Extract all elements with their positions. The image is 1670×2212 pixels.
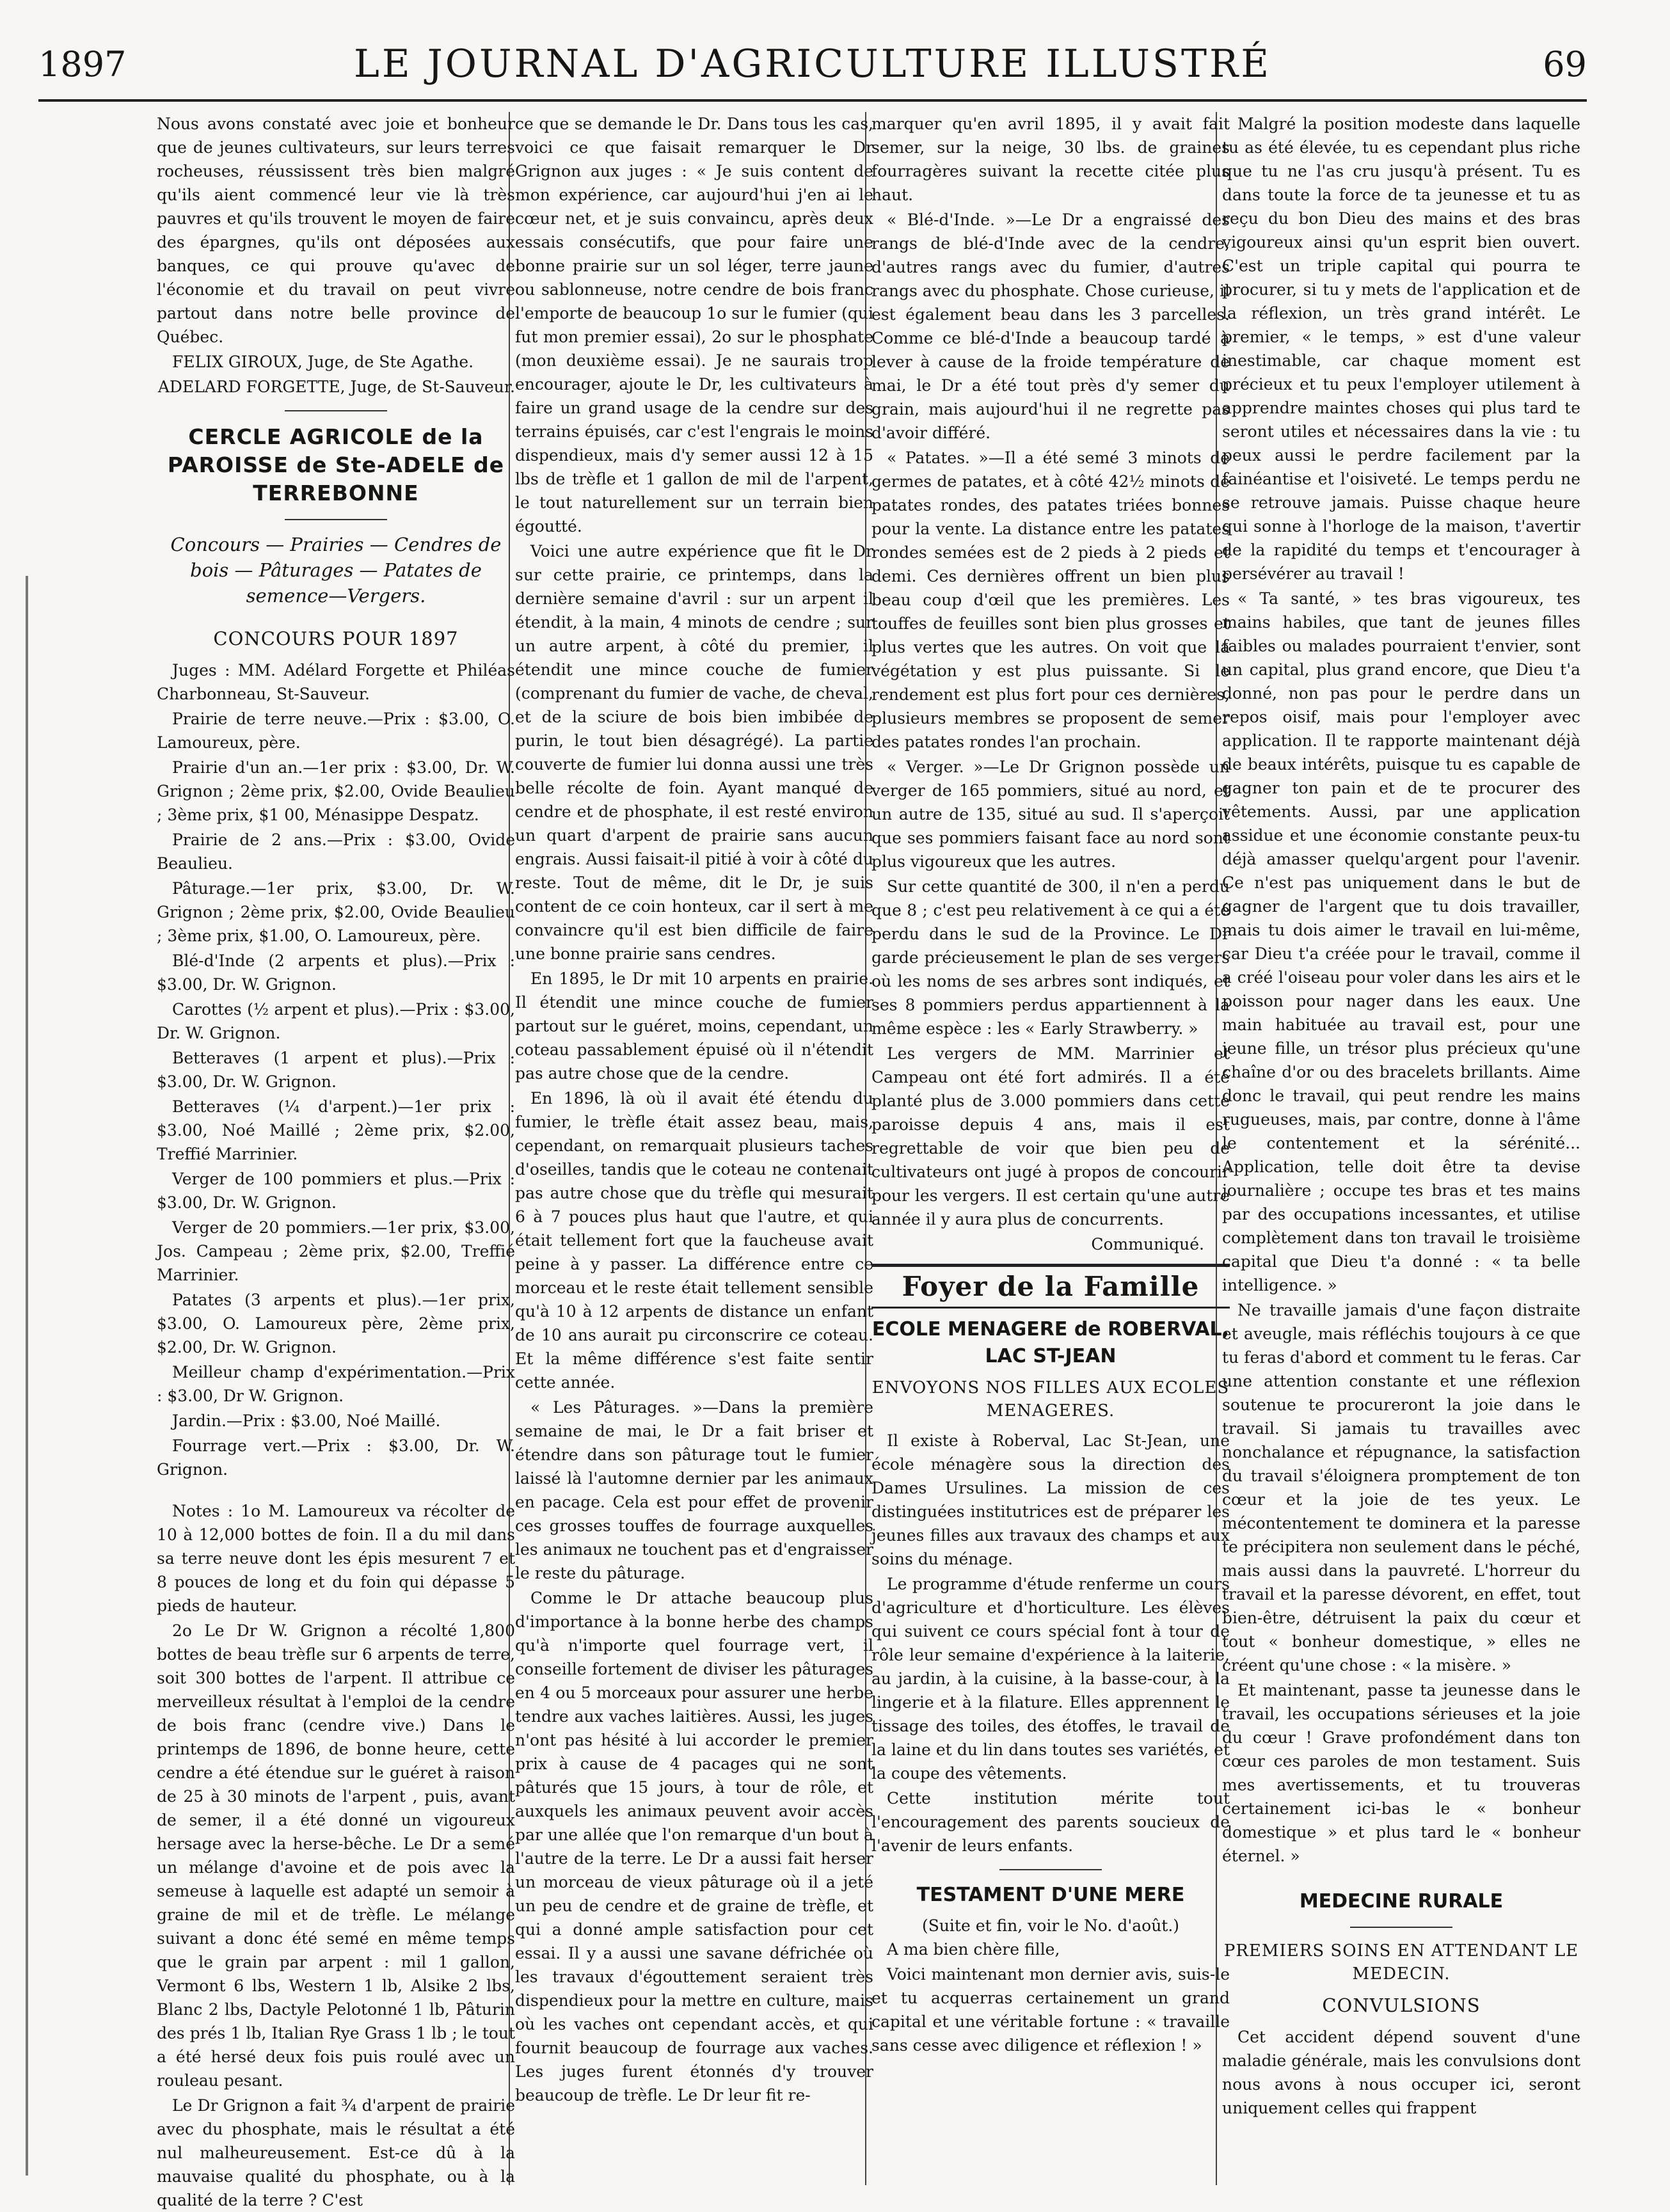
prize-line: Betteraves (1 arpent et plus).—Prix : $3.00, Dr. W. Grignon.: [157, 1049, 515, 1091]
page-header: [38, 35, 1587, 102]
notes-paragraph: Notes : 1o M. Lamoureux va récolter de 10 à 12,000 bottes de foin. Il a du mil dans sa terre neuve dont les épis mesurent 7 et 8 pouces de long et du foin qui dépasse 5 pieds de hauteur.: [157, 1502, 515, 1615]
medecine-subtitle: PREMIERS SOINS EN ATTENDANT LE MEDECIN.: [1223, 1941, 1579, 1984]
separator: [1350, 1927, 1452, 1928]
intro-paragraph: Nous avons constaté avec joie et bonheur que de jeunes cultivateurs, sur leurs terres rocheuses, réussissent très bien malgré qu'ils aient commencé leur vie là très pauvres et qu'ils trouvent le moyen de faire des épargnes, qu'ils ont déposées aux banques, ce qui prouve qu'avec de l'économie et du travail on peut vivre partout dans notre belle province de Québec.: [157, 115, 515, 346]
page-number: 69: [1543, 44, 1587, 84]
prize-line: Patates (3 arpents et plus).—1er prix, $3.00, O. Lamoureux père, 2ème prix, $2.00, Dr. W. Grignon.: [157, 1291, 515, 1357]
testament-salutation: A ma bien chère fille,: [887, 1940, 1060, 1959]
article-paragraph: « Verger. »—Le Dr Grignon possède un verger de 165 pommiers, situé au nord, et un autre de 135, situé au sud. Il s'aperçoit que ses pommiers faisant face au nord sont plus vigoureux que les autres.: [871, 758, 1230, 871]
prize-line: Verger de 20 pommiers.—1er prix, $3.00, Jos. Campeau ; 2ème prix, $2.00, Treffié Marrinier.: [157, 1218, 515, 1284]
article-paragraph: ce que se demande le Dr. Dans tous les cas, voici ce que faisait remarquer le Dr Grignon aux juges : « Je suis content de mon expérience, car aujourd'hui j'en ai le cœur net, et je suis convaincu, après deux essais consécutifs, que pour faire une bonne prairie sur un sol léger, terre jaune ou sablonneuse, notre cendre de bois franc l'emporte de beaucoup 1o sur le fumier (qui fut mon premier essai), 2o sur le phosphate (mon deuxième essai). Je ne saurais trop encourager, ajoute le Dr, les cultivateurs à faire un grand usage de la cendre sur des terrains épuisés, car c'est l'engrais le moins dispendieux, mais d'y semer aussi 12 à 15 lbs de trèfle et 1 gallon de mil de l'arpent, le tout naturellement sur un terrain bien égoutté.: [515, 115, 873, 536]
separator: [285, 519, 387, 520]
column-3: [871, 112, 1230, 2179]
prize-line: Prairie d'un an.—1er prix : $3.00, Dr. W. Grignon ; 2ème prix, $2.00, Ovide Beaulieu ; 3ème prix, $1 00, Ménasippe Despatz.: [157, 758, 515, 824]
article-paragraph: Comme le Dr attache beaucoup plus d'importance à la bonne herbe des champs qu'à n'importe quel fourrage vert, il conseille fortement de diviser les pâturages en 4 ou 5 morceaux pour assurer une herbe tendre aux vaches laitières. Aussi, les juges n'ont pas hésité à lui accorder le premier prix à cause de 4 pacages qui ne sont pâturés que 15 jours, à tour de rôle, et auxquels les animaux peuvent avoir accès par une allée que l'on remarque d'un bout à l'autre de la terre. Le Dr a aussi fait herser un morceau de vieux pâturage où il a jeté un peu de cendre et de graine de trèfle, et qui a donné ample satisfaction pour cet essai. Il y a aussi une savane défrichée où les travaux d'égouttement seraient très dispendieux pour la mettre en culture, mais où les vaches ont cependant accès, et qui fournit beaucoup de fourrage aux vaches. Les juges furent étonnés d'y trouver beaucoup de trèfle. Le Dr leur fit re-: [515, 1589, 873, 2105]
article-paragraph: Voici une autre expérience que fit le Dr sur cette prairie, ce printemps, dans la dernière semaine d'avril : sur un arpent il étendit, à la main, 4 minots de cendre ; sur un autre arpent, à côté du premier, il étendit une mince couche de fumier (comprenant du fumier de vache, de cheval, et de la sciure de bois bien imbibée de purin, le tout bien désagrégé). La partie couverte de fumier lui donna aussi une très belle récolte de foin. Ayant manqué de cendre et de phosphate, il est resté environ un quart d'arpent de prairie sans aucun engrais. Aussi faisait-il pitié à voir à côté du reste. Tout de même, dit le Dr, je suis content de ce coin honteux, car il sert à me convaincre qu'il est bien difficile de faire une bonne prairie sans cendres.: [515, 542, 873, 963]
convulsions-title: CONVULSIONS: [1322, 1994, 1481, 2016]
article-paragraph: Les vergers de MM. Marrinier et Campeau ont été fort admirés. Il a été planté plus de 3.000 pommiers dans cette paroisse depuis 4 ans, mais il est regrettable de voir que bien peu de cultivateurs ont jugé à propos de concourir pour les vergers. Il est certain qu'une autre année il y aura plus de concurrents.: [871, 1044, 1230, 1229]
prize-line: Blé-d'Inde (2 arpents et plus).—Prix : $3.00, Dr. W. Grignon.: [157, 951, 515, 994]
prize-line: Carottes (½ arpent et plus).—Prix : $3.00, Dr. W. Grignon.: [157, 1000, 515, 1042]
concours-title: CONCOURS POUR 1897: [213, 628, 459, 649]
signature: FELIX GIROUX, Juge, de Ste Agathe.: [172, 353, 474, 371]
prize-line: Prairie de 2 ans.—Prix : $3.00, Ovide Beaulieu.: [157, 831, 515, 873]
column-4: [1222, 112, 1580, 2179]
journal-title: LE JOURNAL D'AGRICULTURE ILLUSTRÉ: [353, 42, 1271, 86]
page-binding-edge: [26, 576, 28, 2176]
article-paragraph: marquer qu'en avril 1895, il y avait fait semer, sur la neige, 30 lbs. de graines fourragères suivant la recette citée plus haut.: [871, 115, 1230, 204]
prize-line: Jardin.—Prix : $3.00, Noé Maillé.: [172, 1412, 441, 1430]
ecole-subtitle: ENVOYONS NOS FILLES AUX ECOLES MENAGERES.: [871, 1378, 1230, 1420]
testament-paragraph: Ne travaille jamais d'une façon distraite et aveugle, mais réfléchis toujours à ce que tu feras d'abord et comment tu le feras. Car une attention constante et une réflexion soutenue te procureront la joie dans le travail. Si jamais tu travailles avec nonchalance et répugnance, la satisfaction du travail s'éloignera promptement de ton cœur et la joie de tes yeux. Le mécontentement te dominera et la paresse te précipitera non seulement dans le péché, mais aussi dans la pauvreté. L'horreur du travail et la paresse dévorent, en effet, tout bien-être, détruisent la paix du cœur et tout « bonheur domestique, » elles ne créent qu'une chose : « la misère. »: [1222, 1301, 1580, 1675]
testament-paragraph: Malgré la position modeste dans laquelle tu as été élevée, tu es cependant plus riche que tu ne l'as cru jusqu'à présent. Tu es dans toute la force de ta jeunesse et tu as reçu du bon Dieu des mains et des bras vigoureux ainsi qu'un esprit bien ouvert. C'est un triple capital qui pourra te procurer, si tu y mets de l'application et de la réflexion, un très grand intérêt. Le premier, « le temps, » est d'une valeur inestimable, car chaque moment est précieux et tu peux l'employer utilement à apprendre maintes choses qui plus tard te seront utiles et nécessaires dans la vie : tu peux aussi le perdre facilement par la fainéantise et l'oisiveté. Le temps perdu ne se retrouve jamais. Puisse chaque heure qui sonne à l'horloge de la maison, t'avertir de la rapidité du temps et t'encourager à persévérer au travail !: [1222, 115, 1580, 583]
cercle-subtitle: Concours — Prairies — Cendres de bois — Pâturages — Patates de semence—Vergers.: [170, 534, 502, 607]
ecole-paragraph: Le programme d'étude renferme un cours d'agriculture et d'horticulture. Les élèves qui suivent ce cours spécial font à tour de rôle leur semaine d'expérience à la laiterie, au jardin, à la cuisine, à la basse-cour, à la lingerie et à la filature. Elles apprennent le tissage des toiles, des étoffes, le travail de la laine et du lin dans toutes ses variétés, et la coupe des vêtements.: [871, 1575, 1230, 1783]
article-paragraph: « Les Pâturages. »—Dans la première semaine de mai, le Dr a fait briser et étendre dans son pâturage tout le fumier laissé là l'automne dernier par les animaux en pacage. Cela est pour effet de provenir ces grosses touffes de fourrage auxquelles les animaux ne touchent pas et d'engraisser le reste du pâturage.: [515, 1398, 873, 1582]
prize-line: Meilleur champ d'expérimentation.—Prix : $3.00, Dr W. Grignon.: [157, 1363, 515, 1405]
separator: [285, 410, 387, 411]
prize-line: Prairie de terre neuve.—Prix : $3.00, O. Lamoureux, père.: [157, 710, 515, 752]
prize-line: Pâturage.—1er prix, $3.00, Dr. W. Grignon ; 2ème prix, $2.00, Ovide Beaulieu ; 3ème prix, $1.00, O. Lamoureux, père.: [157, 879, 515, 945]
prize-line: Verger de 100 pommiers et plus.—Prix : $3.00, Dr. W. Grignon.: [157, 1170, 515, 1212]
notes-paragraph: 2o Le Dr W. Grignon a récolté 1,800 bottes de beau trèfle sur 6 arpents de terre, soit 300 bottes de l'arpent. Il attribue ce merveilleux résultat à l'emploi de la cendre de bois franc (cendre vive.) Dans le printemps de 1896, de bonne heure, cette cendre a été étendue sur le guéret à raison de 25 à 30 minots de l'arpent , puis, avant de semer, il a été donné un vigoureux hersage avec la herse-bêche. Le Dr a semé un mélange d'avoine et de pois avec la semeuse à laquelle est adapté un semoir à graine de mil et de trèfle. Le mélange suivant a donc été semé en même temps que le grain par arpent : mil 1 gallon, Vermont 6 lbs, Western 1 lb, Alsike 2 lbs, Blanc 2 lbs, Dactyle Pelotonné 1 lb, Pâturin des prés 1 lb, Italian Rye Grass 1 lb ; le tout a été hersé deux fois puis roulé avec un rouleau pesant.: [157, 1621, 515, 2090]
testament-subtitle: (Suite et fin, voir le No. d'août.): [921, 1916, 1180, 1935]
medecine-title: MEDECINE RURALE: [1299, 1890, 1504, 1913]
article-paragraph: « Patates. »—Il a été semé 3 minots de germes de patates, et à côté 42½ minots de patates rondes, des patates triées bonnes pour la vente. La distance entre les patates rondes semées est de 2 pieds à 2 pieds et demi. Ces dernières offrent un bien plus beau coup d'œil que les premières. Les touffes de feuilles sont bien plus grosses et plus vertes que les autres. On voit que la végétation y est plus puissante. Si le rendement est plus fort pour ces dernières, plusieurs membres se proposent de semer des patates rondes l'an prochain.: [871, 449, 1230, 751]
prize-line: Juges : MM. Adélard Forgette et Philéas Charbonneau, St-Sauveur.: [157, 661, 515, 703]
foyer-title: Foyer de la Famille: [902, 1271, 1200, 1302]
signature: ADELARD FORGETTE, Juge, de St-Sauveur.: [157, 378, 515, 396]
convulsions-paragraph: Cet accident dépend souvent d'une maladie générale, mais les convulsions dont nous avons à nous occuper ici, seront uniquement celles qui frappent: [1222, 2028, 1580, 2117]
column-2: [515, 112, 873, 2179]
testament-paragraph: Voici maintenant mon dernier avis, suis-le et tu acquerras certainement un grand capital et une véritable fortune : « travaille sans cesse avec diligence et réflexion ! »: [871, 1965, 1230, 2055]
ecole-paragraph: Il existe à Roberval, Lac St-Jean, une école ménagère sous la direction des Dames Ursulines. La mission de ces distinguées institutrices est de préparer les jeunes filles aux travaux des champs et aux soins du ménage.: [871, 1431, 1230, 1568]
foyer-banner: [871, 1264, 1230, 1309]
prize-line: Betteraves (¼ d'arpent.)—1er prix : $3.00, Noé Maillé ; 2ème prix, $2.00, Treffié Marrinier.: [157, 1097, 515, 1163]
testament-paragraph: « Ta santé, » tes bras vigoureux, tes mains habiles, que tant de jeunes filles faibles ou malades pourraient t'envier, sont un capital, plus grand encore, que Dieu t'a donné, non pas pour le perdre dans un repos oisif, mais pour l'employer avec application. Il te rapporte maintenant déjà de beaux intérêts, puisque tu es capable de gagner ton pain et de te procurer des vêtements. Aussi, par une application assidue et une économie constante peux-tu déjà amasser quelqu'argent pour l'avenir. Ce n'est pas uniquement dans le but de gagner de l'argent que tu dois travailler, mais tu dois aimer le travail en lui-même, car Dieu t'a créée pour le travail, comme il a créé l'oiseau pour voler dans les airs et le poisson pour nager dans les eaux. Une main habituée au travail est, pour une jeune fille, un trésor plus précieux qu'une chaîne d'or ou des bracelets brillants. Aime donc le travail, qui peut rendre les mains rugueuses, mais, par contre, donne à l'âme le contentement et la sérénité... Application, telle doit être ta devise journalière ; occupe tes bras et tes mains par des occupations incessantes, et utilise complètement dans ton travail le troisième capital que Dieu t'a donné : « ta belle intelligence. »: [1222, 589, 1580, 1294]
article-paragraph: Sur cette quantité de 300, il n'en a perdu que 8 ; c'est peu relativement à ce qui a été perdu dans le sud de la Province. Le Dr garde précieusement le plan de ses vergers où les noms de ses arbres sont indiqués, et ses 8 pommiers perdus appartiennent à la même espèce : les « Early Strawberry. »: [871, 877, 1230, 1038]
column-1: [157, 112, 515, 2209]
communique-signature: Communiqué.: [1091, 1235, 1204, 1253]
notes-paragraph: Le Dr Grignon a fait ¾ d'arpent de prairie avec du phosphate, mais le résultat a été nul malheureusement. Est-ce dû à la mauvaise qualité du phosphate, ou à la qualité de la terre ? C'est: [157, 2096, 515, 2209]
testament-title: TESTAMENT D'UNE MERE: [916, 1884, 1185, 1906]
header-year: 1897: [38, 44, 127, 84]
article-paragraph: « Blé-d'Inde. »—Le Dr a engraissé des rangs de blé-d'Inde avec de la cendre, d'autres rangs avec du fumier, d'autres rangs avec du phosphate. Chose curieuse, il est également beau dans les 3 parcelles. Comme ce blé-d'Inde a beaucoup tardé à lever à cause de la froide température de mai, le Dr a été tout près d'y semer du grain, mais aujourd'hui il ne regrette pas d'avoir différé.: [871, 211, 1230, 442]
cercle-title: CERCLE AGRICOLE de la PAROISSE de Ste-ADELE de TERREBONNE: [167, 424, 505, 505]
testament-paragraph: Et maintenant, passe ta jeunesse dans le travail, les occupations sérieuses et la joie du cœur ! Grave profondément dans ton cœur ces paroles de mon testament. Suis mes avertissements, et tu trouveras certainement ici-bas le « bonheur domestique » et plus tard le « bonheur éternel. »: [1222, 1681, 1580, 1865]
article-paragraph: En 1896, là où il avait été étendu du fumier, le trèfle était assez beau, mais, cependant, on remarquait plusieurs taches d'oseilles, tandis que le coteau ne contenait pas autre chose que du trèfle qui mesurait 6 à 7 pouces plus haut que l'autre, et qui était tellement fort que la faucheuse avait peine à y passer. La différence entre ce morceau et le reste était tellement sensible qu'à 10 à 12 arpents de distance un enfant de 10 ans aurait pu circonscrire ce coteau. Et la même différence s'est faite sentir cette année.: [515, 1089, 873, 1392]
ecole-paragraph: Cette institution mérite tout l'encouragement des parents soucieux de l'avenir de leurs enfants.: [871, 1789, 1230, 1855]
separator: [999, 1869, 1102, 1870]
ecole-title: ECOLE MENAGERE de ROBERVAL, LAC ST-JEAN: [871, 1318, 1230, 1367]
prize-line: Fourrage vert.—Prix : $3.00, Dr. W. Grignon.: [157, 1436, 515, 1479]
article-paragraph: En 1895, le Dr mit 10 arpents en prairie. Il étendit une mince couche de fumier partout sur le guéret, moins, cependant, un coteau passablement épuisé où il n'étendit pas autre chose que de la cendre.: [515, 969, 873, 1083]
